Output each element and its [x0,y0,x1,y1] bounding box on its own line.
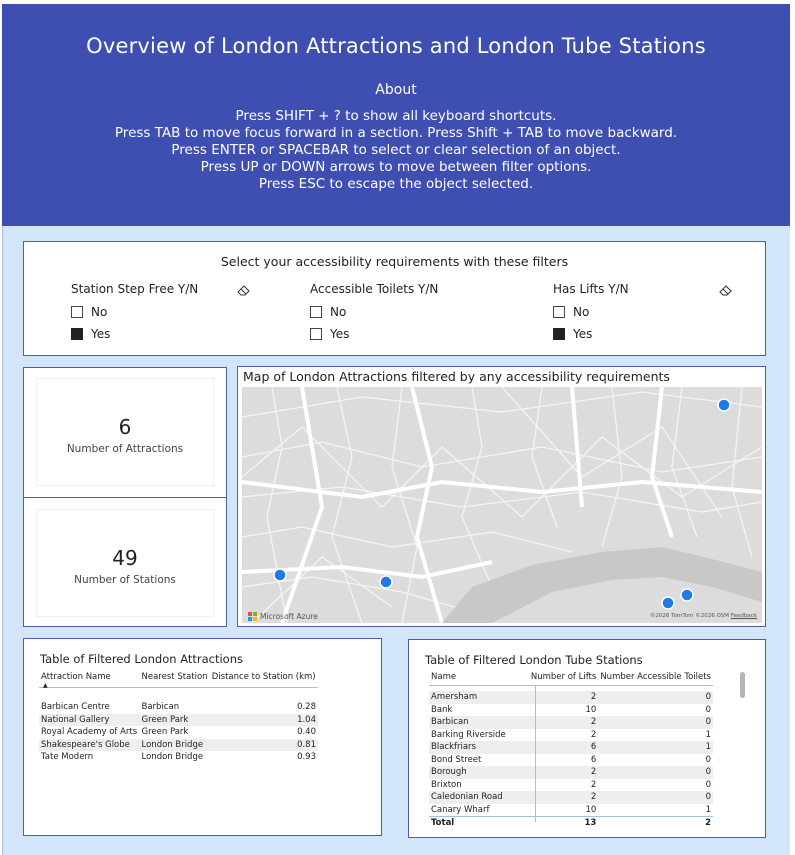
table-cell: 0 [705,704,711,715]
table-cell: 1.04 [297,714,316,725]
azure-logo [248,612,318,621]
table-cell: Green Park [141,727,189,737]
table-cell: 2 [590,729,597,740]
column-header[interactable]: Name [431,672,457,682]
table-cell: 1 [705,804,711,815]
table-cell: 10 [585,704,597,715]
sort-ascending-icon[interactable]: ▲ [43,682,48,689]
stations-table-panel [408,639,766,838]
table-row[interactable] [39,751,318,764]
table-row[interactable] [39,701,318,714]
map-title: Map of London Attractions filtered by any accessibility requirements [243,369,670,384]
table-cell: Barbican [431,717,469,727]
table-row[interactable] [429,779,713,792]
checkbox[interactable] [310,328,322,340]
total-toilets: 2 [598,816,713,829]
table-cell: 0 [705,717,711,727]
column-header[interactable]: Distance to Station (km) [211,672,316,682]
table-cell: Caledonian Road [431,792,503,802]
attractions-table [39,671,318,764]
attractions-table-panel [23,638,382,836]
table-cell: 10 [585,804,597,815]
option-label: No [330,305,347,319]
table-cell: 2 [590,792,597,802]
table-cell: 6 [590,754,597,765]
table-cell: Bank [431,704,453,715]
attraction-marker[interactable] [662,597,674,609]
map-panel [237,366,766,627]
column-header[interactable]: Nearest Station [141,672,208,682]
option-label: Yes [91,327,111,341]
eraser-icon[interactable] [237,284,251,296]
table-cell: 2 [590,767,597,777]
table-cell: Bond Street [431,754,482,765]
filter-option-no[interactable] [553,302,753,322]
table-cell: 0 [705,692,711,702]
kpi-panel [23,367,227,627]
table-row[interactable] [429,754,713,767]
table-row[interactable] [429,691,713,704]
table-cell: Tate Modern [41,752,94,762]
table-cell: 1 [705,729,711,740]
filter-option-yes[interactable] [310,324,510,344]
kpi-label: Number of Attractions [66,443,184,455]
shortcut-line: Press TAB to move focus forward in a section. Press Shift + TAB to move backward. [114,125,678,141]
table-cell: 0 [705,767,711,777]
table-cell: Royal Academy of Arts [41,727,138,737]
kpi-card-stations [36,509,214,617]
table-cell: 1 [705,742,711,752]
checkbox[interactable] [310,306,322,318]
table-cell: 6 [590,742,597,752]
keyboard-shortcuts [2,108,790,193]
attraction-marker[interactable] [274,569,286,581]
table-cell: 0.93 [297,752,316,762]
table-row[interactable] [39,726,318,739]
table-cell: London Bridge [141,752,204,762]
stations-table-title: Table of Filtered London Tube Stations [425,653,643,667]
table-cell: 0 [705,779,711,790]
kpi-card-attractions [36,378,214,486]
table-row[interactable] [429,791,713,804]
table-cell: Green Park [141,714,189,725]
option-label: No [573,305,590,319]
microsoft-logo-icon [248,612,257,621]
column-divider [535,686,536,822]
filters-title: Select your accessibility requirements with these filters [220,254,569,269]
table-header-row [39,671,318,687]
table-cell: Barbican [141,702,180,712]
table-cell: 0 [705,754,711,765]
table-row[interactable] [429,741,713,754]
kpi-value: 49 [112,546,138,570]
table-cell: 0.81 [297,739,316,750]
attraction-marker[interactable] [718,399,730,411]
filter-option-no[interactable] [71,302,271,322]
kpi-label: Number of Stations [74,574,176,586]
table-total-row [429,816,713,829]
filter-label: Has Lifts Y/N [553,282,629,296]
filter-accessible-toilets [310,282,510,344]
attractions-table-title: Table of Filtered London Attractions [40,652,244,666]
table-cell: 0.28 [297,702,316,712]
filter-label: Station Step Free Y/N [71,282,199,296]
checkbox[interactable] [553,306,565,318]
table-cell: Canary Wharf [431,804,490,815]
shortcut-line: Press ESC to escape the object selected. [258,176,534,192]
header-banner [2,4,790,226]
column-header[interactable]: Attraction Name [41,672,111,682]
kpi-divider [24,497,226,498]
table-row[interactable] [39,739,318,752]
table-cell: Brixton [431,779,462,790]
table-cell: Shakespeare's Globe [41,739,130,750]
table-row[interactable] [429,804,713,817]
vertical-scrollbar[interactable] [740,672,745,698]
table-spacer-row [39,687,318,701]
table-cell: 2 [590,717,597,727]
table-cell: Borough [431,767,467,777]
option-label: Yes [573,327,593,341]
table-cell: Amersham [431,692,478,702]
map-canvas[interactable] [242,387,762,623]
option-label: No [91,305,108,319]
shortcut-line: Press ENTER or SPACEBAR to select or clear selection of an object. [171,142,621,158]
filters-panel [23,241,766,356]
attraction-marker[interactable] [380,576,392,588]
page-title: Overview of London Attractions and London Tube Stations [86,34,706,58]
stations-table [429,671,713,829]
table-cell: 0.40 [297,727,316,737]
table-row[interactable] [429,704,713,717]
attraction-marker[interactable] [681,589,693,601]
map-feedback-link[interactable]: Feedback [730,613,757,619]
checkbox[interactable] [553,328,565,340]
map-copyright: ©2026 TomTom ©2026 OSM [649,613,730,619]
table-cell: Barbican Centre [41,702,110,712]
filter-option-yes[interactable] [553,324,753,344]
shortcut-line: Press SHIFT + ? to show all keyboard shortcuts. [235,108,557,124]
table-row[interactable] [429,716,713,729]
map-credit [650,613,757,619]
table-header-row [429,671,713,685]
table-cell: 0 [705,792,711,802]
filter-option-no[interactable] [310,302,510,322]
kpi-value: 6 [118,415,132,439]
table-cell: Barking Riverside [431,729,506,740]
table-row[interactable] [429,729,713,742]
table-cell: London Bridge [141,739,204,750]
column-header[interactable]: Number Accessible Toilets [600,672,711,682]
about-heading: About [375,82,417,98]
checkbox[interactable] [71,328,83,340]
table-cell: 2 [590,692,597,702]
filter-label: Accessible Toilets Y/N [310,282,439,296]
checkbox[interactable] [71,306,83,318]
total-lifts: 13 [529,816,598,829]
eraser-icon[interactable] [719,284,733,296]
column-header[interactable]: Number of Lifts [530,672,597,682]
map-brand: Microsoft Azure [260,612,318,621]
total-label: Total [429,816,529,829]
table-cell: 2 [590,779,597,790]
table-row[interactable] [429,766,713,779]
table-row[interactable] [39,714,318,727]
table-cell: National Gallery [41,714,110,725]
option-label: Yes [330,327,350,341]
shortcut-line: Press UP or DOWN arrows to move between filter options. [200,159,592,175]
filter-option-yes[interactable] [71,324,271,344]
table-cell: Blackfriars [431,742,476,752]
